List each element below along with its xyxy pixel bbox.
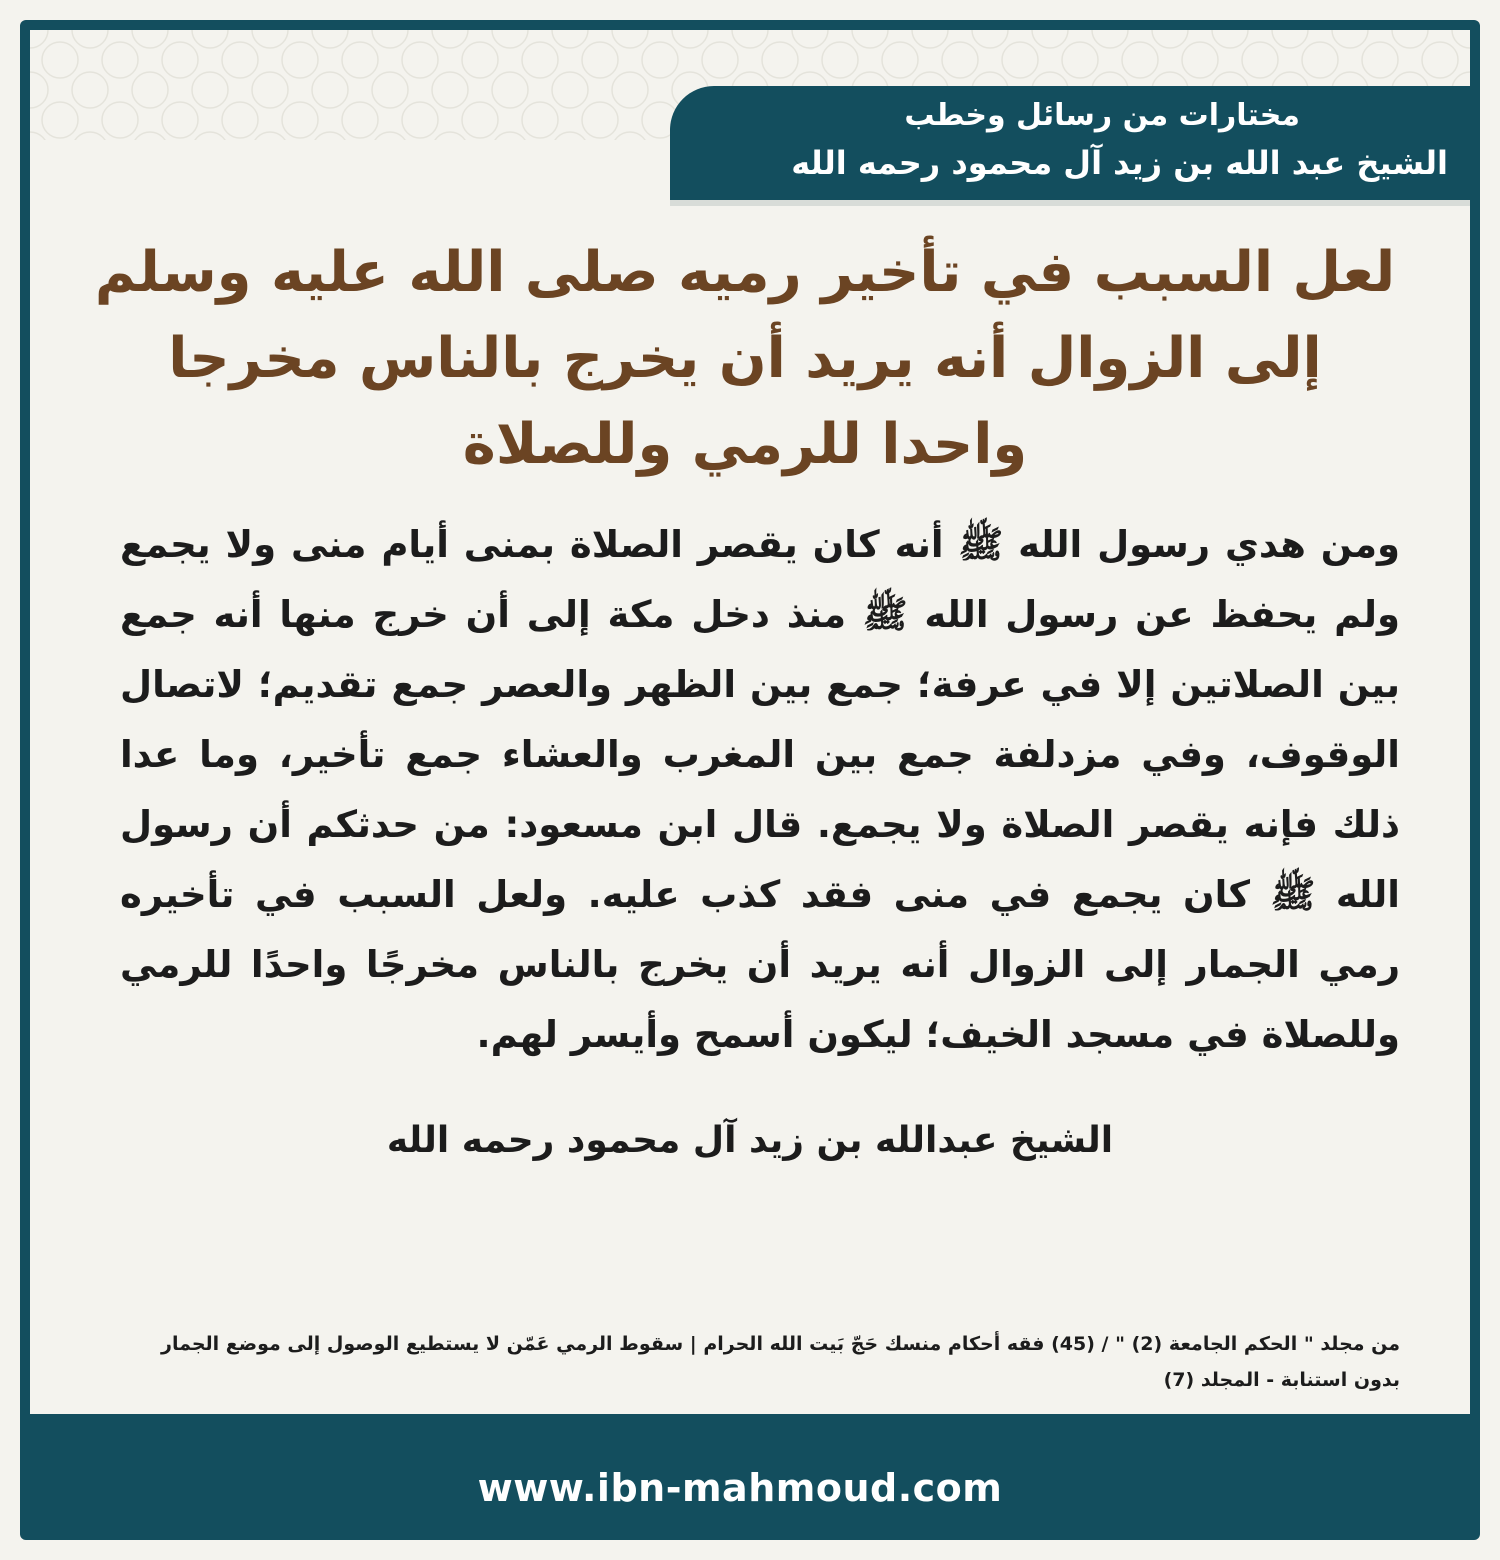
content-card [30, 30, 1470, 1414]
article-body: ومن هدي رسول الله ﷺ أنه كان يقصر الصلاة بمنى أيام منى ولا يجمع ولم يحفظ عن رسول الله ﷺ منذ دخل مكة إلى أن خرج منها أنه جمع بين الصلاتين إلا في عرفة؛ جمع بين الظهر والعصر جمع تقديم؛ لاتصال الوقوف، وفي مزدلفة جمع بين المغرب والعشاء جمع تأخير، وما عدا ذلك فإنه يقصر الصلاة ولا يجمع. قال ابن مسعود: من حدثكم أن رسول الله ﷺ كان يجمع في منى فقد كذب عليه. ولعل السبب في تأخيره رمي الجمار إلى الزوال أنه يريد أن يخرج بالناس مخرجًا واحدًا للرمي وللصلاة في مسجد الخيف؛ ليكون أسمح وأيسر لهم. [120, 523, 1400, 1056]
source-reference: من مجلد " الحكم الجامعة (2) " / (45) فقه أحكام منسك حَجّ بَيت الله الحرام | سقوط الرمي عَمّن لا يستطيع الوصول إلى موضع الجمار بدون استنابة - المجلد (7) [161, 1333, 1400, 1391]
page-frame [20, 20, 1480, 1540]
author-name: الشيخ عبد الله بن زيد آل محمود رحمه الله [791, 144, 1448, 182]
website-link[interactable]: www.ibn-mahmoud.com [477, 1466, 1003, 1510]
article-title: لعل السبب في تأخير رميه صلى الله عليه وسلم إلى الزوال أنه يريد أن يخرج بالناس مخرجا واحدا للرمي وللصلاة [94, 240, 1396, 477]
header-banner [670, 86, 1470, 200]
series-title: مختارات من رسائل وخطب [904, 98, 1300, 133]
signature: الشيخ عبدالله بن زيد آل محمود رحمه الله [386, 1120, 1114, 1161]
